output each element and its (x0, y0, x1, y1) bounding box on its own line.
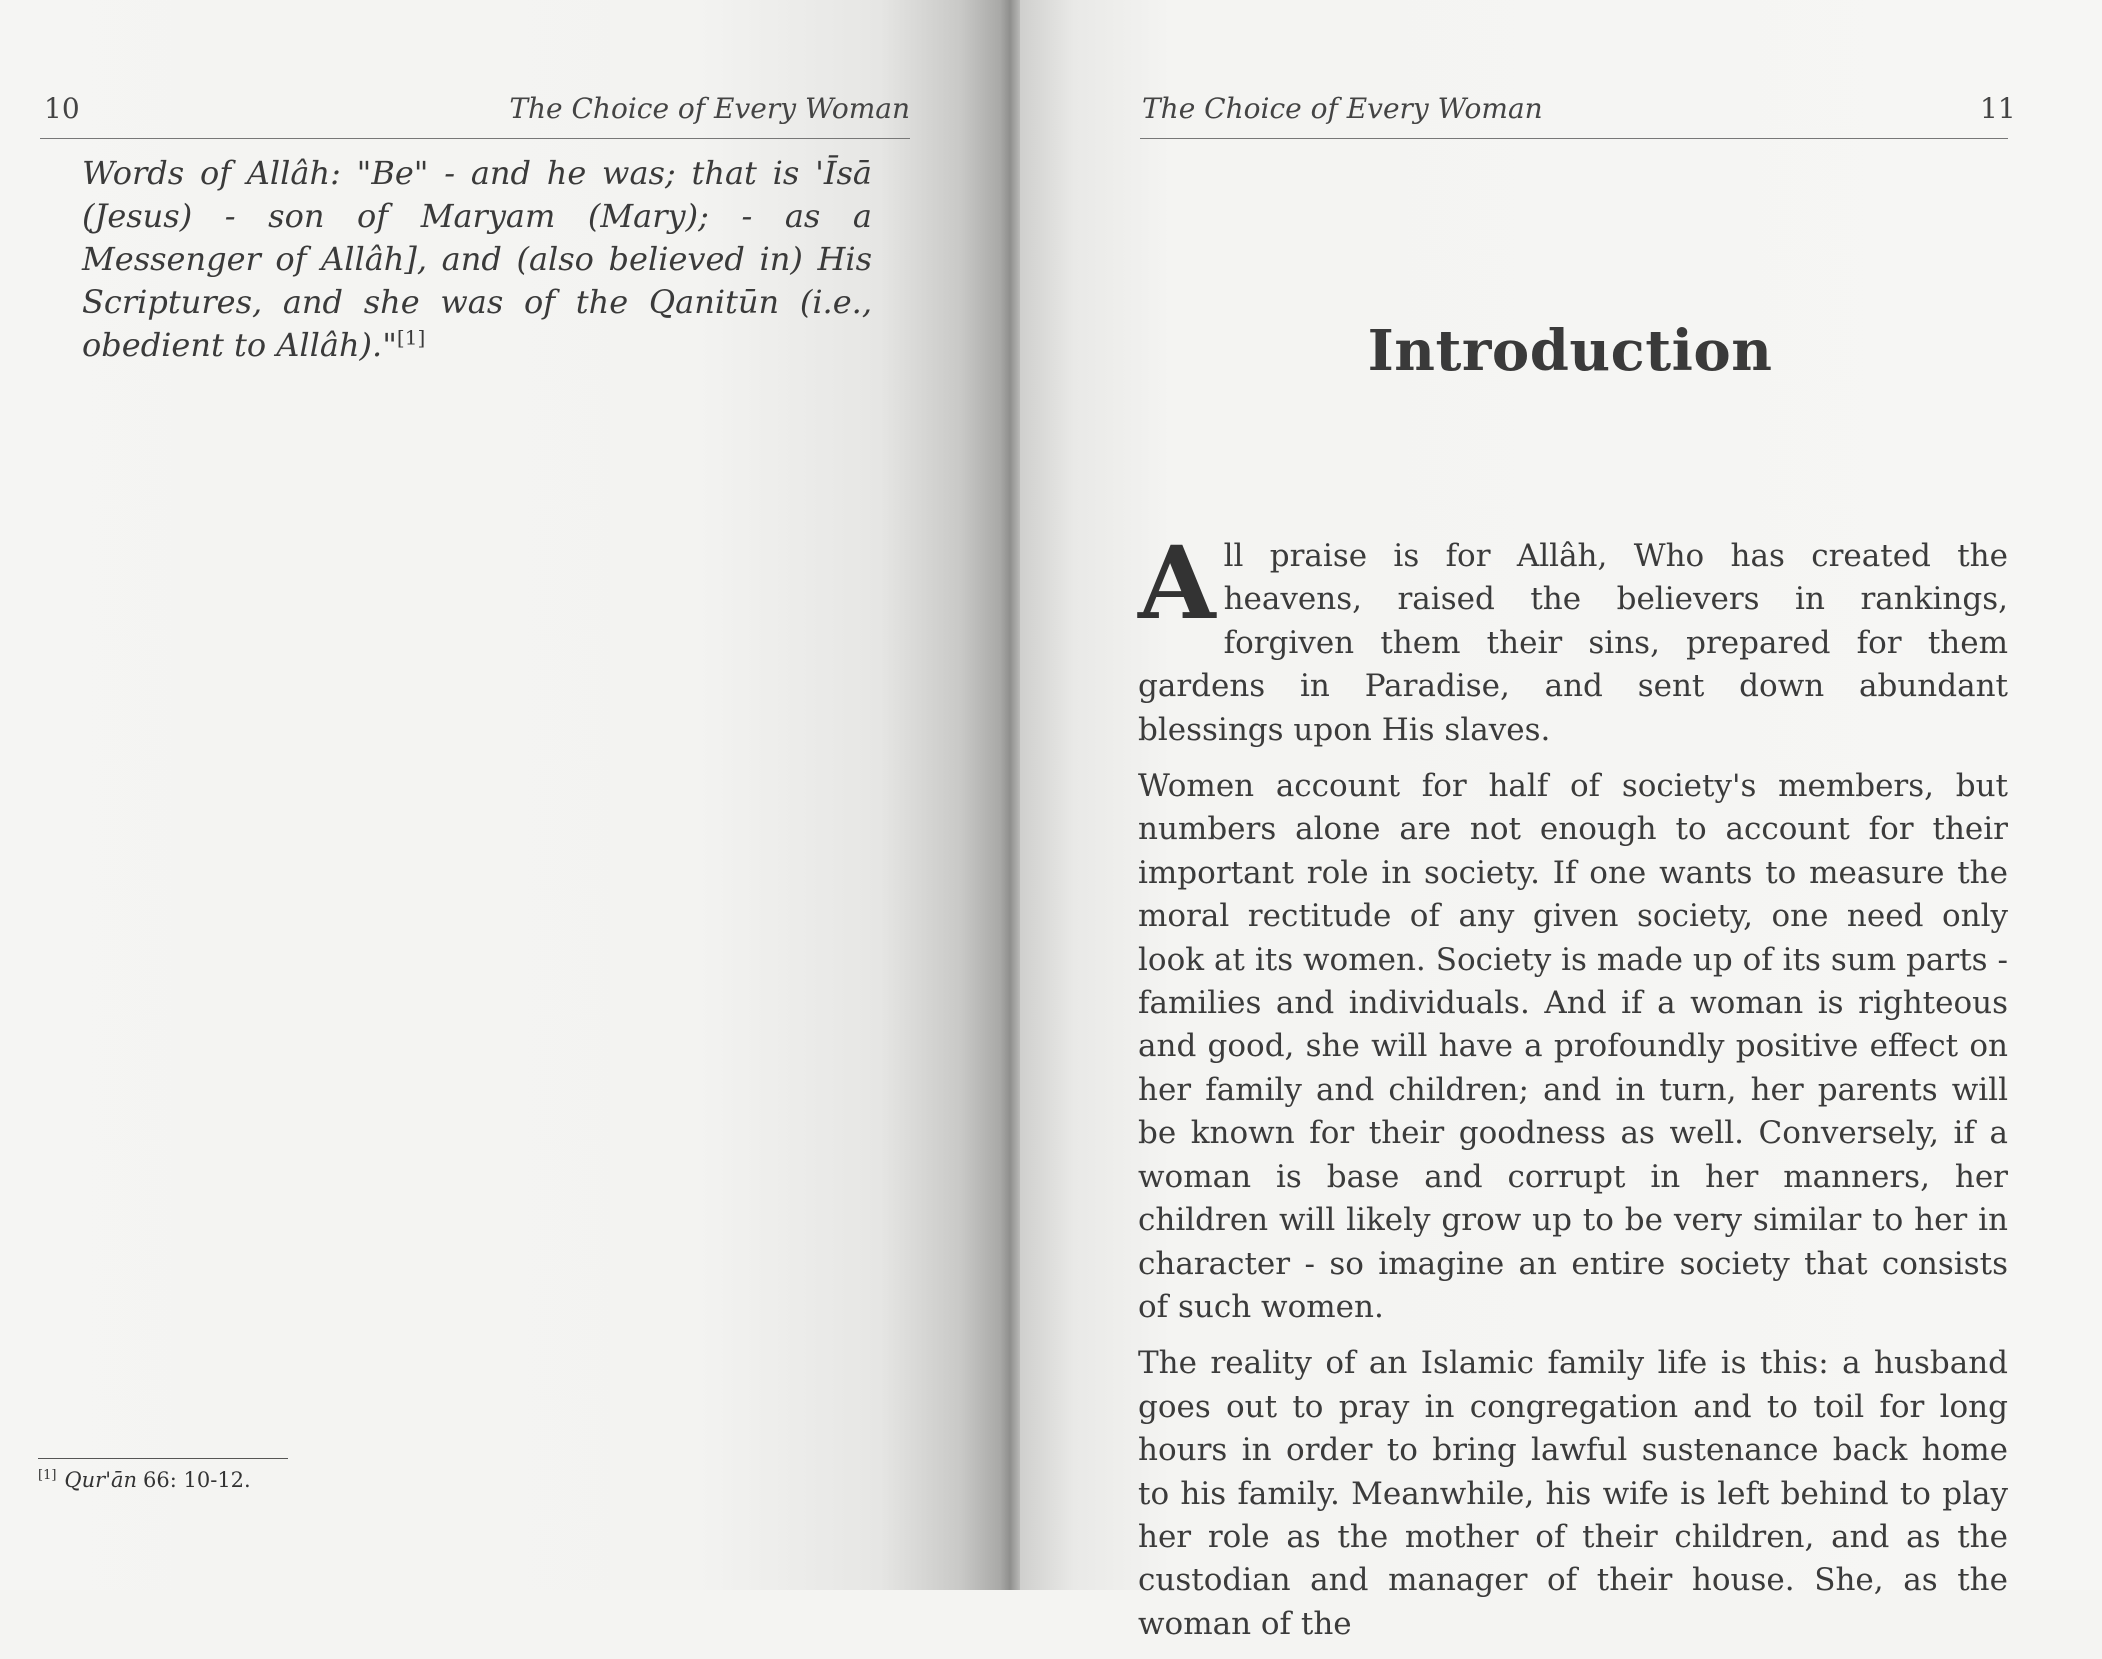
header-rule-left (40, 138, 910, 139)
page-number-right: 11 (1980, 92, 2016, 125)
paragraph-1-text: ll praise is for Allâh, Who has created the heavens, raised the believers in rankings, forgiven them their sins, prepared for them gardens in Paradise, and sent down abundant blessings upon His slaves. (1138, 538, 2008, 748)
footnote-rule (38, 1458, 288, 1459)
page-number-left: 10 (44, 92, 80, 125)
quran-quote (82, 152, 872, 367)
quote-footnote-ref: [1] (396, 325, 426, 350)
footnote (38, 1468, 251, 1492)
running-head-right: The Choice of Every Woman (1142, 92, 1543, 125)
header-rule-right (1140, 138, 2008, 139)
drop-cap: A (1138, 524, 1216, 642)
footnote-source: Qur'ān (64, 1468, 138, 1492)
footnote-marker: [1] (38, 1468, 57, 1483)
left-page (0, 0, 1000, 1590)
book-gutter (1000, 0, 1020, 1590)
body-text (1138, 524, 2008, 1659)
paragraph-2: Women account for half of society's members, but numbers alone are not enough to account for their important role in society. If one wants to measure the moral rectitude of any given society, one need only look at its women. Society is made up of its sum parts - families and individuals. And if a woman is righteous and good, she will have a profoundly positive effect on her family and children; and in turn, her parents will be known for their goodness as well. Conversely, if a woman is base and corrupt in her manners, her children will likely grow up to be very similar to her in character - so imagine an entire society that consists of such women. (1138, 768, 2008, 1325)
paragraph-1 (1138, 524, 2008, 752)
quote-text: Words of Allâh: "Be" - and he was; that is 'Īsā (Jesus) - son of Maryam (Mary); - as a Messenger of Allâh], and (also believed in) His Scriptures, and she was of the Qanitūn (i.e., obedient to Allâh)." (82, 154, 872, 364)
paragraph-3: The reality of an Islamic family life is this: a husband goes out to pray in congregation and to toil for long hours in order to bring lawful sustenance back home to his family. Meanwhile, his wife is left behind to play her role as the mother of their children, and as the custodian and manager of their house. She, as the woman of the (1138, 1345, 2008, 1642)
footnote-reference: 66: 10-12. (143, 1468, 251, 1492)
chapter-title: Introduction (1367, 318, 1773, 384)
running-head-left: The Choice of Every Woman (509, 92, 910, 125)
